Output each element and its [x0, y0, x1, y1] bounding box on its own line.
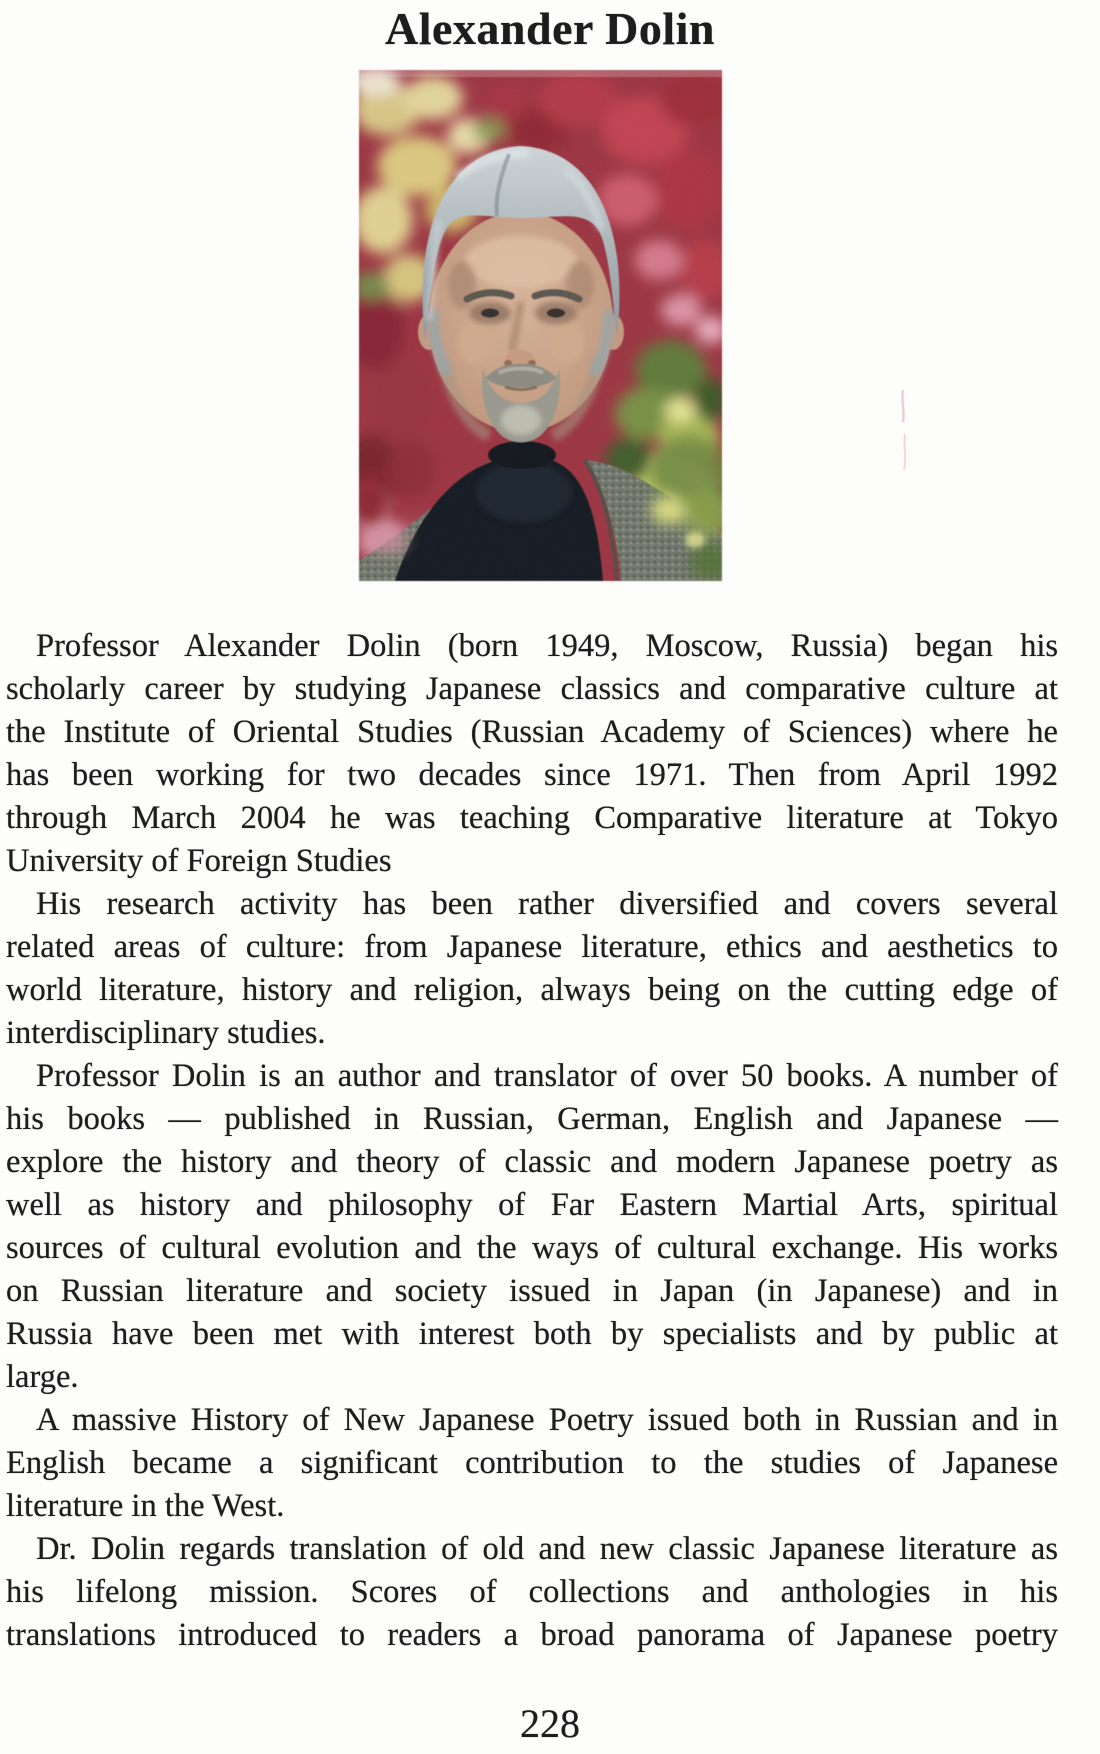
text-line: A massive History of New Japanese Poetry issued both in Russian and in: [36, 1402, 1058, 1438]
portrait-photo: [359, 70, 722, 581]
text-line: on Russian literature and society issued in Japan (in Japanese) and in: [6, 1273, 1058, 1309]
text-line: Professor Alexander Dolin (born 1949, Moscow, Russia) began his: [36, 628, 1058, 664]
text-line: sources of cultural evolution and the ways of cultural exchange. His works: [6, 1230, 1058, 1266]
text-line: large.: [6, 1359, 79, 1395]
portrait-illustration: [359, 70, 722, 581]
text-line: has been working for two decades since 1971. Then from April 1992: [6, 757, 1058, 793]
page-title: Alexander Dolin: [385, 3, 715, 54]
text-line: world literature, history and religion, always being on the cutting edge of: [6, 972, 1058, 1008]
text-line: University of Foreign Studies: [6, 843, 392, 879]
page-number: 228: [520, 1701, 580, 1746]
text-line: through March 2004 he was teaching Comparative literature at Tokyo: [6, 800, 1058, 836]
text-line: Professor Dolin is an author and translator of over 50 books. A number of: [36, 1058, 1058, 1094]
text-line: his lifelong mission. Scores of collections and anthologies in his: [6, 1574, 1058, 1610]
text-line: his books — published in Russian, German, English and Japanese —: [6, 1101, 1058, 1137]
text-line: literature in the West.: [6, 1488, 285, 1524]
scan-artifact-pink: [896, 388, 912, 477]
text-line: the Institute of Oriental Studies (Russian Academy of Sciences) where he: [6, 714, 1058, 750]
text-line: translations introduced to readers a broad panorama of Japanese poetry: [6, 1617, 1058, 1653]
text-line: related areas of culture: from Japanese literature, ethics and aesthetics to: [6, 929, 1058, 965]
text-line: Russia have been met with interest both by specialists and by public at: [6, 1316, 1058, 1352]
text-line: interdisciplinary studies.: [6, 1015, 326, 1051]
text-line: English became a significant contribution to the studies of Japanese: [6, 1445, 1058, 1481]
text-line: His research activity has been rather diversified and covers several: [36, 886, 1058, 922]
text-line: Dr. Dolin regards translation of old and new classic Japanese literature as: [36, 1531, 1058, 1567]
text-line: explore the history and theory of classic and modern Japanese poetry as: [6, 1144, 1058, 1180]
text-line: scholarly career by studying Japanese classics and comparative culture at: [6, 671, 1058, 707]
text-line: well as history and philosophy of Far Eastern Martial Arts, spiritual: [6, 1187, 1058, 1223]
article-text: [6, 625, 1058, 1657]
pink-smudge-icon: [896, 388, 912, 472]
